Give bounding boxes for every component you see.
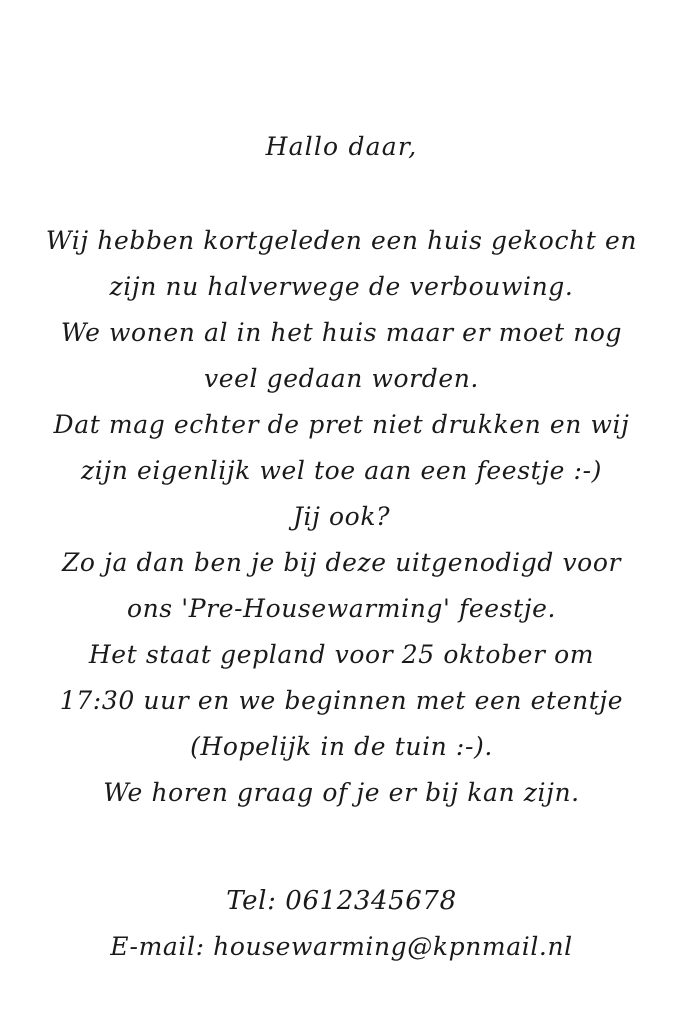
body-line: We wonen al in het huis maar er moet nog bbox=[60, 318, 623, 347]
phone-line: Tel: 0612345678 bbox=[226, 886, 457, 916]
invitation-content bbox=[0, 132, 683, 970]
greeting-text: Hallo daar, bbox=[265, 132, 418, 161]
body-line: 17:30 uur en we beginnen met een etentje bbox=[59, 686, 624, 715]
body-line: We horen graag of je er bij kan zijn. bbox=[103, 778, 580, 807]
body-line: zijn eigenlijk wel toe aan een feestje :-) bbox=[80, 456, 602, 485]
invitation-body bbox=[40, 218, 643, 816]
body-line: ons 'Pre-Housewarming' feestje. bbox=[126, 594, 557, 623]
contact-details bbox=[40, 878, 643, 970]
body-line: zijn nu halverwege de verbouwing. bbox=[109, 272, 574, 301]
email-line: E-mail: housewarming@kpnmail.nl bbox=[110, 932, 573, 961]
body-line: Het staat gepland voor 25 oktober om bbox=[88, 640, 595, 669]
body-line: Dat mag echter de pret niet drukken en wij bbox=[53, 410, 630, 439]
body-line: (Hopelijk in de tuin :-). bbox=[190, 732, 493, 761]
body-line: Jij ook? bbox=[292, 502, 391, 531]
body-line: Wij hebben kortgeleden een huis gekocht en bbox=[45, 226, 638, 255]
body-line: veel gedaan worden. bbox=[204, 364, 479, 393]
body-line: Zo ja dan ben je bij deze uitgenodigd voor bbox=[61, 548, 622, 577]
